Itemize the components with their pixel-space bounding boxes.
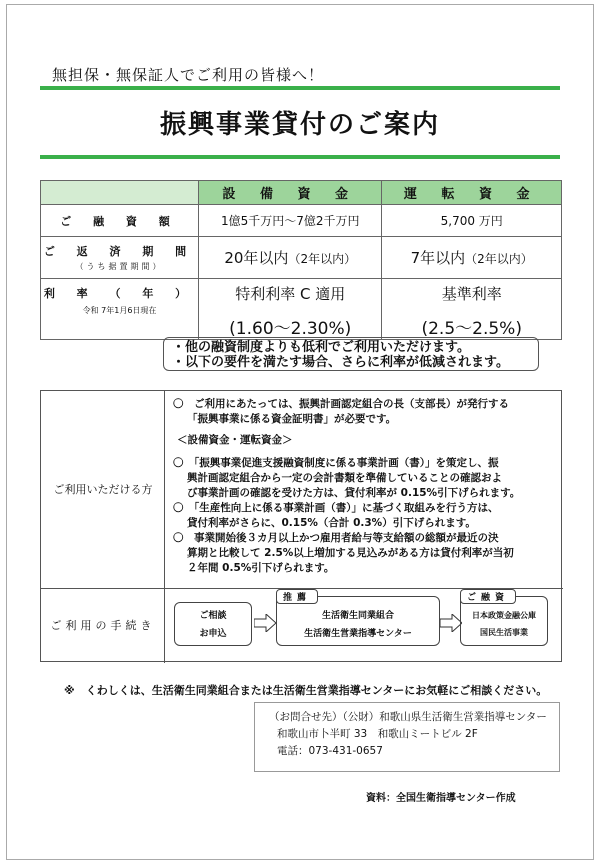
procedure-label: ご利用の手続き bbox=[50, 619, 156, 632]
equipment-loan-amount: 1億5千万円〜7億2千万円 bbox=[199, 205, 382, 237]
footnote: ※ くわしくは、生活衛生同業組合または生活衛生営業指導センターにお気軽にご相談ください。 bbox=[64, 684, 548, 697]
step-text: お申込 bbox=[199, 629, 227, 639]
step-text: 生活衛生同業組合 bbox=[321, 611, 394, 621]
operating-loan-amount: 5,700 万円 bbox=[382, 205, 562, 237]
step-text: 国民生活事業 bbox=[480, 628, 528, 637]
table-row bbox=[41, 237, 562, 279]
condition-text: 〇 ご利用にあたっては、振興計画認定組合の長（支部長）が発行する bbox=[173, 398, 509, 410]
condition-heading: ＜設備資金・運転資金＞ bbox=[177, 434, 293, 446]
operating-rate-name: 基準利率 bbox=[441, 285, 502, 303]
benefit-note-line: ・以下の要件を満たす場合、さらに利率が低減されます。 bbox=[172, 355, 509, 370]
step-text: 生活衛生営業指導センター bbox=[304, 629, 412, 639]
subtitle: 無担保・無保証人でご利用の皆様へ！ bbox=[52, 66, 325, 84]
condition-text: 算期と比較して 2.5%以上増加する見込みがある方は貸付利率が当初 bbox=[187, 547, 514, 559]
page-title: 振興事業貸付のご案内 bbox=[159, 110, 440, 140]
equipment-repayment-sub: （2年以内） bbox=[288, 252, 357, 266]
operating-repayment-sub: （2年以内） bbox=[465, 252, 533, 266]
operating-rate bbox=[382, 279, 562, 340]
operating-repayment bbox=[382, 237, 562, 279]
repayment-sub-label: （うち据置期間） bbox=[75, 262, 164, 271]
step-recommendation-box bbox=[276, 593, 440, 646]
condition-text: 貸付利率がさらに、0.15%（合計 0.3%）引下げられます。 bbox=[187, 517, 476, 529]
table-row bbox=[41, 205, 562, 237]
equipment-rate-range: (1.60〜2.30%) bbox=[229, 319, 352, 339]
contact-address: 和歌山市卜半町 33 和歌山ミートビル 2F bbox=[277, 728, 478, 740]
table-row bbox=[41, 279, 562, 340]
top-rule bbox=[40, 86, 560, 90]
equipment-repayment bbox=[199, 237, 382, 279]
benefit-note-line: ・他の融資制度よりも低利でご利用いただけます。 bbox=[172, 340, 470, 355]
equipment-rate bbox=[199, 279, 382, 340]
row-label-repayment bbox=[41, 237, 199, 279]
step-tag: ご融資 bbox=[460, 589, 516, 604]
column-header-equipment: 設 備 資 金 bbox=[199, 181, 382, 205]
step-consultation-box bbox=[174, 602, 252, 646]
condition-text: 〇 事業開始後３カ月以上かつ雇用者給与等支給額の総額が最近の決 bbox=[173, 532, 499, 544]
rate-date-note: 令和 7年1月6日現在 bbox=[82, 306, 157, 315]
condition-text: ２年間 0.5%引下げられます。 bbox=[187, 562, 335, 574]
step-text: 日本政策金融公庫 bbox=[472, 611, 536, 620]
condition-text: び事業計画の確認を受けた方は、貸付利率が 0.15%引下げられます。 bbox=[187, 487, 521, 499]
eligibility-conditions bbox=[173, 397, 557, 576]
condition-text: 「振興事業に係る資金証明書」が必要です。 bbox=[187, 413, 397, 425]
bottom-rule bbox=[40, 155, 560, 159]
contact-phone: 電話：073-431-0657 bbox=[277, 745, 383, 757]
step-tag: 推薦 bbox=[276, 589, 318, 604]
benefit-note-box bbox=[163, 337, 539, 371]
row-label-loan-amount: ご 融 資 額 bbox=[41, 205, 199, 237]
arrow-right-icon bbox=[440, 614, 462, 632]
repayment-label: ご 返 済 期 間 bbox=[43, 245, 196, 258]
rate-label: 利 率 （ 年 ） bbox=[43, 287, 196, 300]
source-credit: 資料：全国生衛指導センター作成 bbox=[366, 793, 516, 804]
operating-rate-range: (2.5〜2.5%) bbox=[421, 319, 522, 339]
condition-text: 興計画認定組合から一定の会計書類を準備していることの確認およ bbox=[187, 472, 502, 484]
arrow-right-icon bbox=[254, 614, 276, 632]
step-text: ご相談 bbox=[199, 611, 227, 621]
equipment-rate-name: 特利利率 C 適用 bbox=[235, 285, 346, 303]
column-header-operating: 運 転 資 金 bbox=[382, 181, 562, 205]
step-loan-box bbox=[460, 593, 548, 646]
header-corner-cell bbox=[41, 181, 199, 205]
row-label-rate bbox=[41, 279, 199, 340]
contact-line: （お問合せ先）（公財）和歌山県生活衛生営業指導センター bbox=[269, 711, 547, 723]
table-header-row bbox=[41, 181, 562, 205]
condition-text: 〇 「振興事業促進支援融資制度に係る事業計画（書）」を策定し、振 bbox=[173, 457, 499, 469]
operating-repayment-main: 7年以内 bbox=[410, 249, 466, 267]
equipment-repayment-main: 20年以内 bbox=[224, 249, 289, 267]
contact-box bbox=[254, 702, 560, 772]
condition-text: 〇 「生産性向上に係る事業計画（書）」に基づく取組みを行う方は、 bbox=[173, 502, 499, 514]
rates-table bbox=[40, 180, 562, 340]
eligibility-label: ご利用いただける方 bbox=[53, 483, 153, 496]
